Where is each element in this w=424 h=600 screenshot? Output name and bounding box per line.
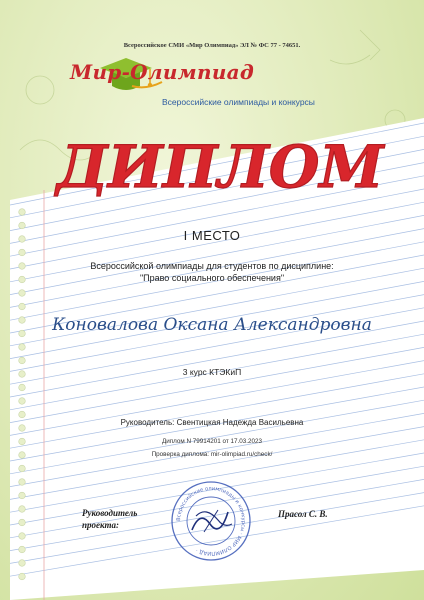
- course-info: 3 курс КТЭКиП: [182, 367, 242, 377]
- binder-hole: [19, 533, 26, 540]
- recipient-name: Коновалова Оксана Александровна: [52, 315, 372, 335]
- verification-line: Проверка диплома: mir-olimpiad.ru/check/: [151, 451, 273, 458]
- binder-hole: [19, 303, 26, 310]
- logo-title: Мир-Олимпиад: [70, 60, 255, 84]
- leader-line: Руководитель: Свентицкая Надежда Васильевна: [120, 418, 304, 427]
- olympiad-description: Всероссийской олимпиады для студентов по дисциплине: "Право социального обеспечения": [90, 261, 334, 283]
- binder-hole: [19, 344, 26, 351]
- binder-hole: [19, 560, 26, 567]
- signature-role: Руководитель проекта:: [82, 508, 138, 530]
- binder-hole: [19, 492, 26, 499]
- official-stamp: [170, 480, 252, 562]
- binder-hole: [19, 465, 26, 472]
- diploma-heading: [56, 125, 384, 205]
- binder-hole: [19, 290, 26, 297]
- binder-hole: [19, 249, 26, 256]
- logo-subtitle: Всероссийские олимпиады и конкурсы: [162, 97, 315, 107]
- stamp-ring-text: Всероссийские олимпиады и конкурсы · МИР ОЛИМПИАД ·: [175, 485, 247, 557]
- signature-name: Прасол С. В.: [278, 509, 328, 519]
- binder-hole: [19, 479, 26, 486]
- binder-hole: [19, 209, 26, 216]
- binder-hole: [19, 384, 26, 391]
- diploma-title-text: ДИПЛОМ: [56, 133, 384, 201]
- binder-hole: [19, 546, 26, 553]
- binder-hole: [19, 573, 26, 580]
- binder-hole: [19, 398, 26, 405]
- binder-hole: [19, 519, 26, 526]
- binder-hole: [19, 411, 26, 418]
- diploma-number: Диплом N 79914201 от 17.03.2023: [161, 438, 263, 445]
- place-award: I МЕСТО: [183, 228, 241, 243]
- binder-hole: [19, 506, 26, 513]
- binder-hole: [19, 357, 26, 364]
- registration-line: Всероссийское СМИ «Мир Олимпиад» ЭЛ № ФС 77 - 74651.: [123, 42, 301, 49]
